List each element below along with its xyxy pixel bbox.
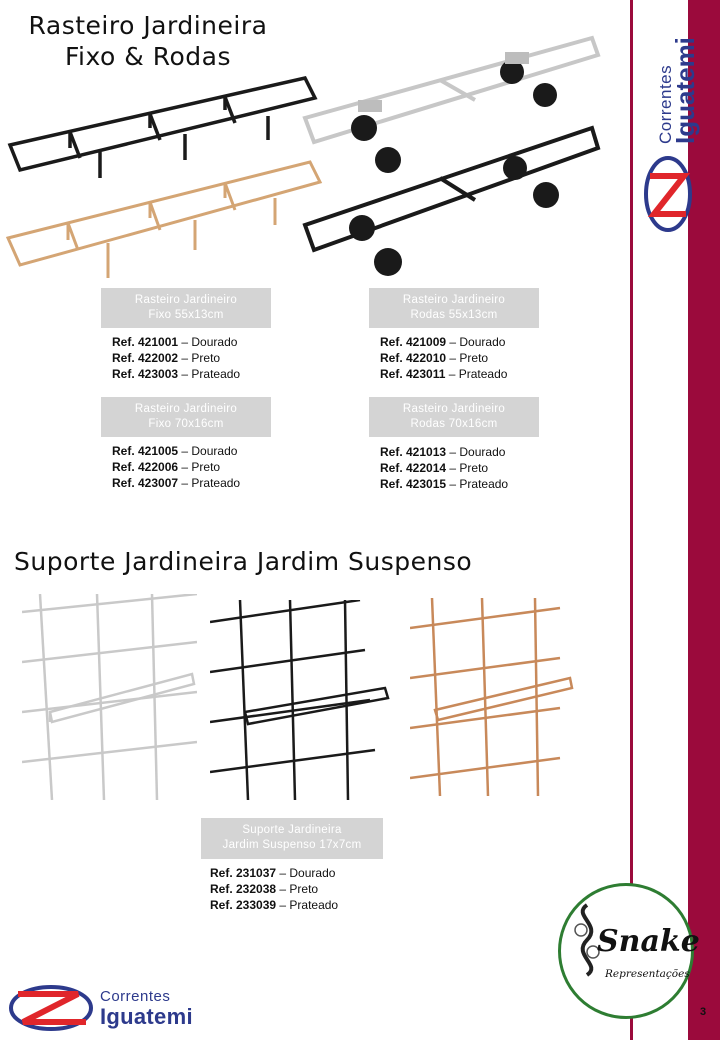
partner-name: Snake	[597, 924, 700, 959]
ref-list-rodas-55	[380, 334, 507, 382]
ref-finish: – Dourado	[446, 445, 506, 459]
product-label-rodas-70	[369, 397, 539, 437]
brand-logo-vertical	[640, 14, 700, 234]
ref-finish: – Dourado	[178, 444, 238, 458]
ref-finish: – Dourado	[178, 335, 238, 349]
ref-finish: – Dourado	[276, 866, 336, 880]
label-line: Rodas 70x16cm	[410, 418, 498, 430]
title-line-2: Fixo & Rodas	[65, 42, 231, 71]
ref-list-rodas-70	[380, 444, 508, 492]
ref-code: Ref. 232038	[210, 882, 277, 896]
ref-code: Ref. 422014	[380, 461, 447, 475]
ref-code: Ref. 421005	[112, 444, 179, 458]
product-image-grid-copper	[410, 598, 575, 796]
ref-finish: – Prateado	[276, 898, 339, 912]
label-line: Rasteiro Jardineiro	[134, 294, 238, 306]
ref-code: Ref. 423007	[112, 476, 179, 490]
footer-brand-line2: Iguatemi	[100, 1004, 193, 1029]
partner-subtitle: Representações	[605, 968, 690, 980]
partner-logo-snake	[558, 883, 700, 1019]
ref-list-suporte	[210, 865, 338, 913]
ref-row	[380, 444, 508, 460]
footer-brand-line1: Correntes	[100, 988, 171, 1005]
ref-row	[112, 350, 240, 366]
brand-name-line2: Iguatemi	[670, 37, 700, 144]
ref-code: Ref. 423015	[380, 477, 447, 491]
product-label-fixo-70	[101, 397, 271, 437]
ref-row	[112, 334, 240, 350]
ref-row	[112, 443, 240, 459]
ref-code: Ref. 422006	[112, 460, 179, 474]
ref-row	[380, 334, 507, 350]
ref-row	[112, 459, 240, 475]
label-line: Fixo 55x13cm	[148, 309, 224, 321]
product-image-grid-black	[210, 600, 390, 800]
product-image-grid-silver	[22, 594, 197, 800]
label-line: Suporte Jardineira	[242, 824, 342, 836]
product-label-rodas-55	[369, 288, 539, 328]
brand-name-line1: Correntes	[656, 64, 675, 144]
brand-emblem-icon	[8, 984, 94, 1032]
ref-row	[210, 865, 338, 881]
brand-logo-footer	[8, 982, 228, 1034]
product-label-suporte	[201, 818, 383, 859]
ref-row	[112, 366, 240, 382]
ref-finish: – Dourado	[446, 335, 506, 349]
label-line: Rodas 55x13cm	[410, 309, 498, 321]
ref-finish: – Preto	[446, 351, 489, 365]
ref-row	[380, 476, 508, 492]
label-line: Rasteiro Jardineiro	[402, 294, 506, 306]
ref-code: Ref. 422002	[112, 351, 179, 365]
product-label-fixo-55	[101, 288, 271, 328]
ref-code: Ref. 423003	[112, 367, 179, 381]
product-image-rasteiro-fixo	[0, 70, 330, 290]
ref-row	[210, 897, 338, 913]
ref-code: Ref. 421013	[380, 445, 447, 459]
ref-list-fixo-55	[112, 334, 240, 382]
ref-row	[380, 460, 508, 476]
ref-code: Ref. 231037	[210, 866, 277, 880]
section-title-suporte: Suporte Jardineira Jardim Suspenso	[14, 547, 473, 576]
ref-row	[380, 366, 507, 382]
ref-finish: – Prateado	[178, 367, 241, 381]
product-image-rasteiro-rodas	[300, 30, 605, 280]
ref-finish: – Prateado	[178, 476, 241, 490]
ref-code: Ref. 422010	[380, 351, 447, 365]
title-line-1: Rasteiro Jardineira	[28, 11, 268, 40]
ref-finish: – Preto	[178, 351, 221, 365]
ref-finish: – Preto	[446, 461, 489, 475]
ref-finish: – Preto	[178, 460, 221, 474]
ref-finish: – Preto	[276, 882, 319, 896]
label-line: Rasteiro Jardineiro	[402, 403, 506, 415]
ref-code: Ref. 421009	[380, 335, 447, 349]
ref-code: Ref. 423011	[380, 367, 446, 381]
ref-finish: – Prateado	[445, 367, 508, 381]
label-line: Fixo 70x16cm	[148, 418, 224, 430]
ref-code: Ref. 421001	[112, 335, 179, 349]
ref-finish: – Prateado	[446, 477, 509, 491]
ref-row	[210, 881, 338, 897]
ref-row	[112, 475, 240, 491]
ref-list-fixo-70	[112, 443, 240, 491]
label-line: Rasteiro Jardineiro	[134, 403, 238, 415]
brand-emblem-icon	[644, 156, 692, 232]
ref-code: Ref. 233039	[210, 898, 277, 912]
label-line: Jardim Suspenso 17x7cm	[222, 839, 362, 851]
ref-row	[380, 350, 507, 366]
page-number: 3	[700, 1006, 707, 1018]
section-title-rasteiro	[14, 10, 282, 72]
